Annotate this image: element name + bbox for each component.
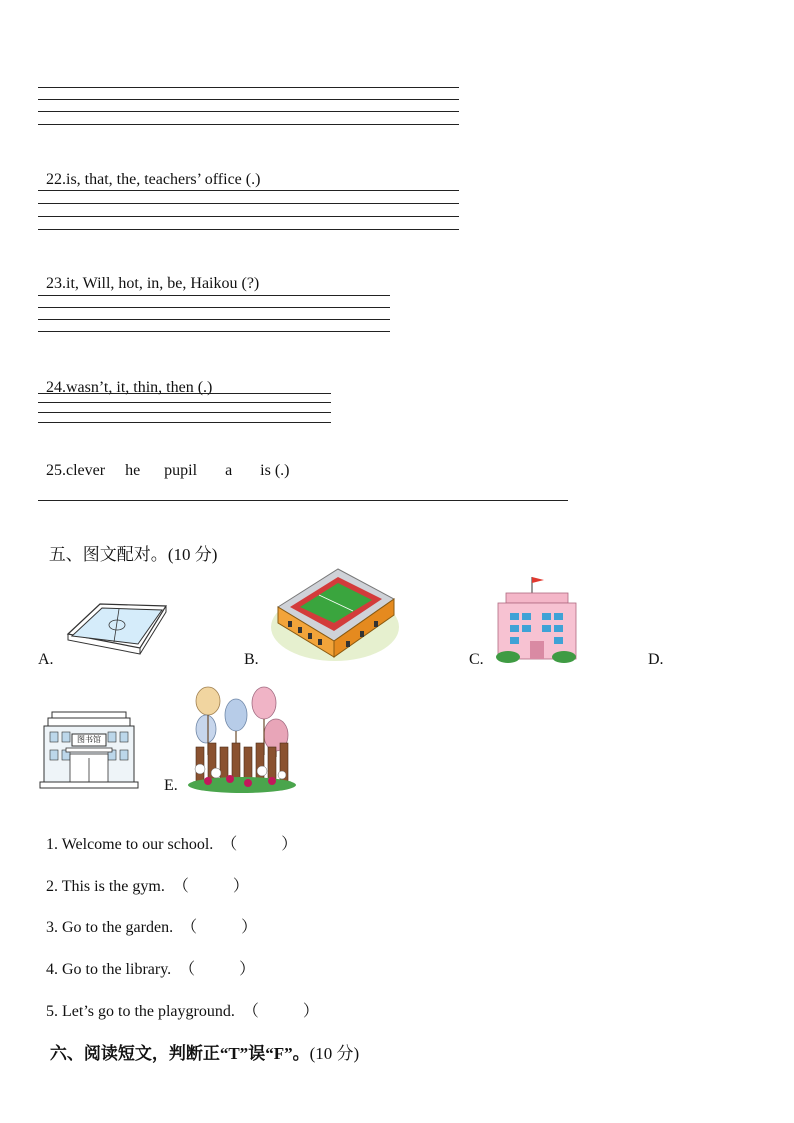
writing-line <box>38 319 390 320</box>
option-label-e: E. <box>164 777 178 794</box>
stadium-picture <box>268 565 402 665</box>
option-label-d: D. <box>648 651 664 668</box>
answer-bracket[interactable]: （ ） <box>221 836 298 853</box>
match-item-5 <box>38 982 319 1022</box>
writing-line <box>38 111 459 112</box>
option-label-c: C. <box>469 651 484 668</box>
question-number: 25. <box>46 462 66 479</box>
writing-line <box>38 216 459 217</box>
match-item-3 <box>38 898 257 938</box>
question-number: 24. <box>46 379 66 396</box>
match-item-1 <box>38 815 297 855</box>
library-building-picture <box>38 710 140 790</box>
section-title-mid: 误 <box>248 1044 266 1064</box>
writing-line <box>38 229 459 230</box>
section-6-title <box>38 1021 359 1065</box>
section-title-end: 。 <box>292 1044 310 1064</box>
garden-picture <box>186 685 298 793</box>
question-25 <box>38 441 290 481</box>
writing-line <box>38 87 459 88</box>
writing-line <box>38 422 331 423</box>
answer-bracket[interactable]: （ ） <box>172 878 249 895</box>
writing-line <box>38 124 459 125</box>
section-title-text: 五、图文配对。 <box>48 545 168 565</box>
writing-line <box>38 99 459 100</box>
writing-line <box>38 203 459 204</box>
question-24 <box>38 358 212 398</box>
option-label-a: A. <box>38 651 54 668</box>
question-23 <box>38 254 259 294</box>
library-sign: 图书馆 <box>77 735 101 744</box>
section-score: (10 分) <box>167 545 218 564</box>
section-score: (10 分) <box>309 1044 360 1063</box>
writing-line <box>38 393 331 394</box>
question-22 <box>38 150 260 190</box>
match-item-text: 1. Welcome to our school. <box>46 836 214 853</box>
answer-bracket[interactable]: （ ） <box>242 1003 319 1020</box>
writing-line <box>38 190 459 191</box>
writing-line <box>38 331 390 332</box>
match-item-text: 4. Go to the library. <box>46 961 172 978</box>
question-number: 23. <box>46 275 66 292</box>
writing-line <box>38 307 390 308</box>
question-number: 22. <box>46 171 66 188</box>
answer-line <box>38 500 568 501</box>
answer-bracket[interactable]: （ ） <box>179 961 256 978</box>
match-item-text: 3. Go to the garden. <box>46 919 174 936</box>
match-item-text: 2. This is the gym. <box>46 878 165 895</box>
option-label-b: B. <box>244 651 259 668</box>
match-item-text: 5. Let’s go to the playground. <box>46 1003 235 1020</box>
false-mark: “F” <box>265 1044 293 1063</box>
question-text: wasn’t, it, thin, then (.) <box>66 379 213 396</box>
writing-line <box>38 402 331 403</box>
writing-line <box>38 295 390 296</box>
writing-line <box>38 412 331 413</box>
answer-bracket[interactable]: （ ） <box>181 919 258 936</box>
playground-field-picture <box>62 598 170 658</box>
question-text: it, Will, hot, in, be, Haikou (?) <box>66 275 260 292</box>
school-building-picture <box>496 575 578 663</box>
section-5-title <box>38 522 217 566</box>
question-text: clever he pupil a is (.) <box>66 462 290 479</box>
true-mark: “T” <box>219 1044 249 1063</box>
section-title-text: 六、阅读短文，判断正 <box>49 1044 220 1064</box>
match-item-4 <box>38 940 255 980</box>
question-text: is, that, the, teachers’ office (.) <box>66 171 261 188</box>
match-item-2 <box>38 857 249 897</box>
